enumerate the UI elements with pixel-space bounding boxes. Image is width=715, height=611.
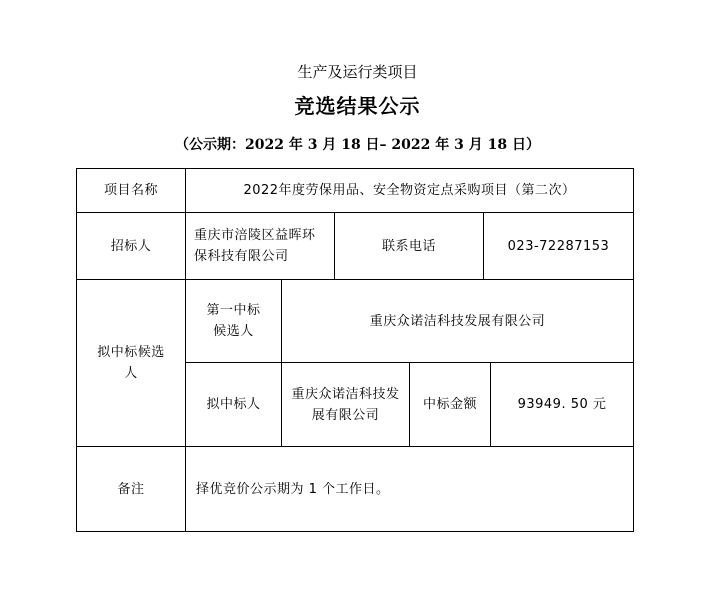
document-title: 竞选结果公示 xyxy=(294,94,421,118)
proposed-winner-value-text: 重庆众诺洁科技发展有限公司 xyxy=(291,386,400,423)
table-border-right xyxy=(633,168,634,532)
contact-phone-value-text: 023-72287153 xyxy=(507,238,610,254)
tenderer-label xyxy=(77,213,185,279)
first-candidate-label-text: 第一中标候选人 xyxy=(206,303,261,339)
contact-phone-label xyxy=(335,213,483,279)
project-name-value-text: 2022年度劳保用品、安全物资定点采购项目（第二次） xyxy=(243,183,576,198)
proposed-winner-label-text: 拟中标人 xyxy=(206,397,261,412)
winning-amount-value-text: 93949. 50 元 xyxy=(517,397,607,412)
remarks-label-text: 备注 xyxy=(117,481,145,497)
candidate-group-label xyxy=(77,280,185,446)
winning-amount-label xyxy=(410,363,490,446)
remarks-value xyxy=(186,447,633,531)
contact-phone-label-text: 联系电话 xyxy=(381,238,436,254)
tenderer-value-text: 重庆市涪陵区益晖环保科技有限公司 xyxy=(194,228,316,264)
first-candidate-label xyxy=(186,280,281,362)
tenderer-value xyxy=(186,213,334,279)
tenderer-label-text: 招标人 xyxy=(110,238,152,254)
proposed-winner-label xyxy=(186,363,281,446)
remarks-label xyxy=(77,447,185,531)
document-category: 生产及运行类项目 xyxy=(297,63,418,81)
first-candidate-value-text: 重庆众诺洁科技发展有限公司 xyxy=(369,313,546,329)
project-name-label-text: 项目名称 xyxy=(103,183,158,198)
publicity-period: （公示期：2022 年 3 月 18 日– 2022 年 3 月 18 日） xyxy=(175,137,540,153)
project-name-label xyxy=(77,169,185,212)
winning-amount-label-text: 中标金额 xyxy=(422,397,477,412)
remarks-value-text: 择优竞价公示期为 1 个工作日。 xyxy=(196,481,390,497)
project-name-value xyxy=(186,169,633,212)
candidate-group-label-text: 拟中标候选人 xyxy=(97,345,165,381)
winning-amount-value xyxy=(491,363,633,446)
table-border-bottom xyxy=(76,531,634,532)
first-candidate-value xyxy=(282,280,633,362)
contact-phone-value xyxy=(484,213,633,279)
proposed-winner-value xyxy=(282,363,409,446)
